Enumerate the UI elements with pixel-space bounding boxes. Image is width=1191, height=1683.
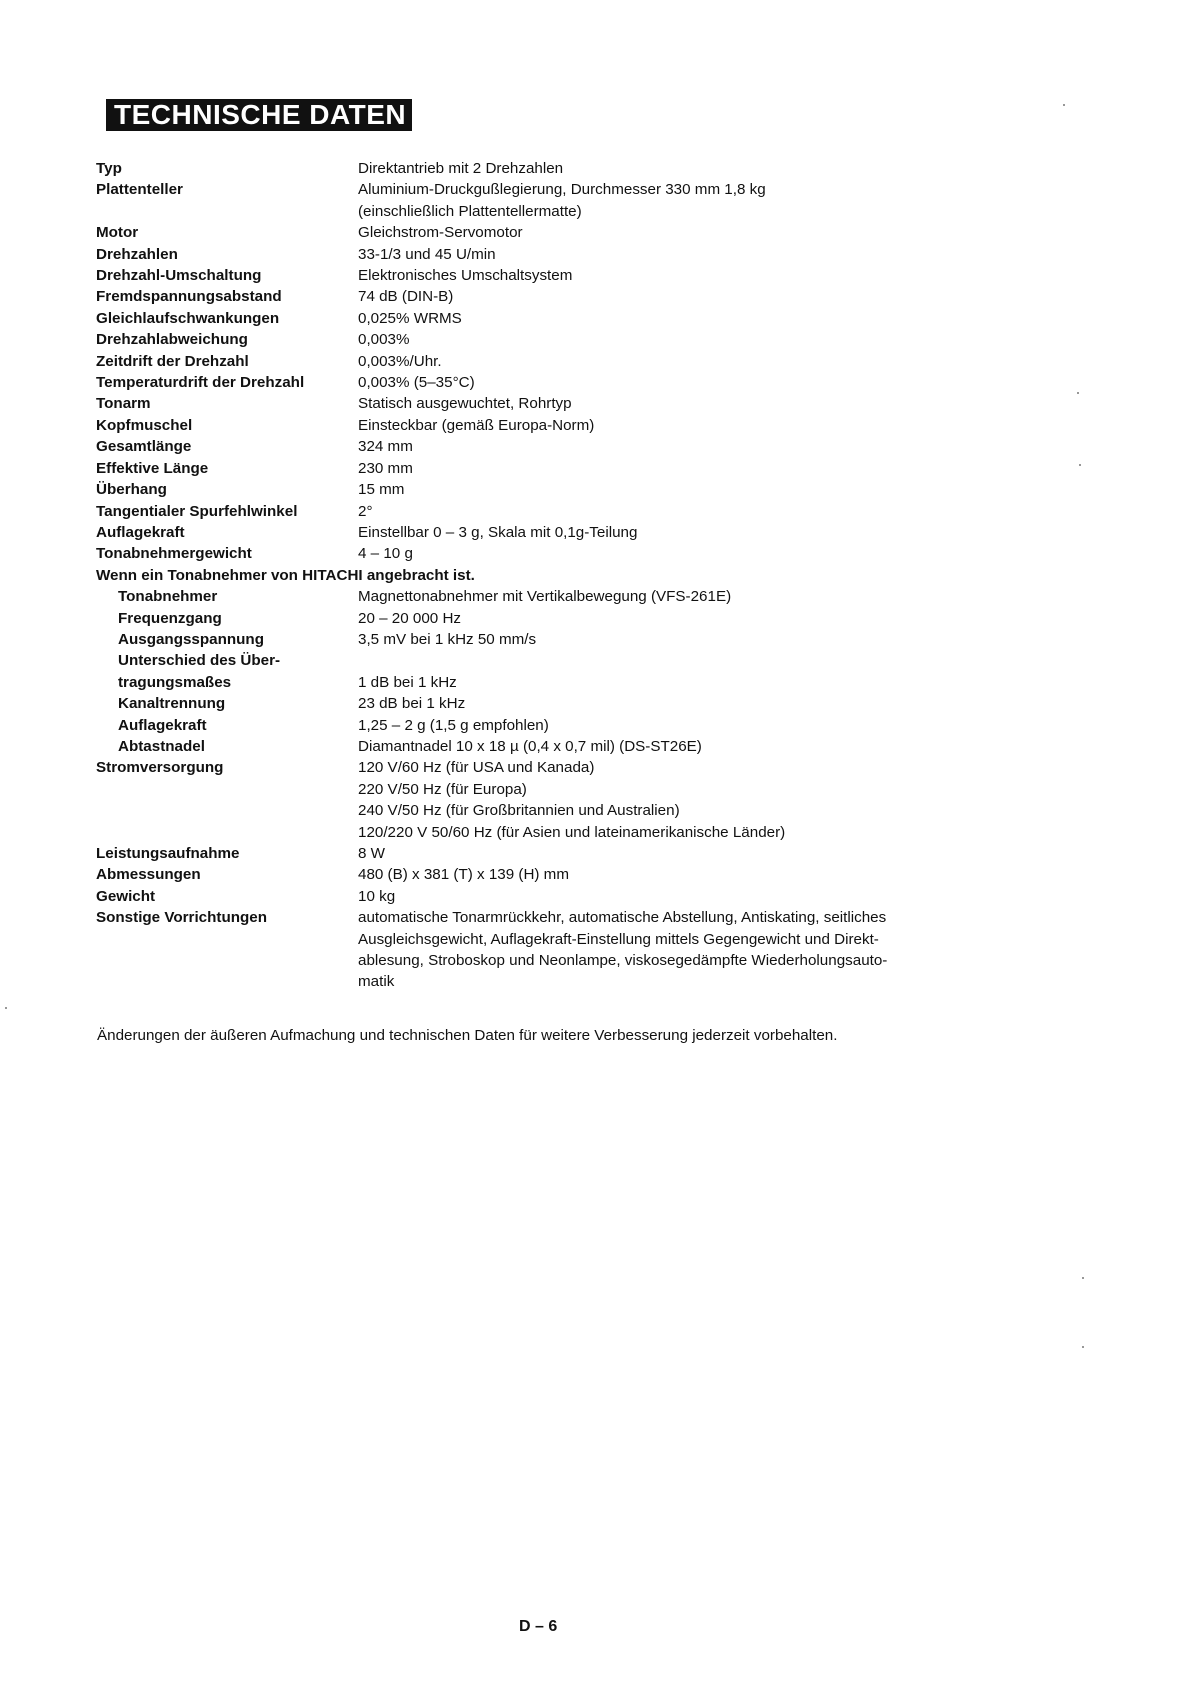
spec-row — [96, 351, 996, 372]
spec-row — [96, 436, 996, 457]
spec-label: Ausgangsspannung — [118, 630, 264, 648]
spec-group-cartridge — [96, 586, 996, 757]
spec-label: Drehzahlabweichung — [96, 331, 248, 349]
spec-row — [96, 479, 996, 500]
spec-value: Statisch ausgewuchtet, Rohrtyp — [358, 395, 572, 413]
spec-label: Auflagekraft — [118, 716, 207, 734]
spec-label: Abmessungen — [96, 866, 201, 884]
spec-value: 10 kg — [358, 887, 396, 905]
spec-row — [96, 715, 996, 736]
spec-label: Kopfmuschel — [96, 416, 193, 434]
spec-value: 324 mm — [358, 438, 413, 456]
spec-label: Drehzahlen — [96, 245, 178, 263]
spec-row — [96, 393, 996, 414]
spec-value: Diamantnadel 10 x 18 µ (0,4 x 0,7 mil) (DS-ST26E) — [358, 737, 702, 755]
scan-speck — [5, 1007, 7, 1009]
spec-row — [96, 672, 996, 693]
spec-label: Gleichlaufschwankungen — [96, 309, 280, 327]
spec-row — [96, 950, 996, 971]
spec-label: Tonarm — [96, 395, 151, 413]
spec-row — [96, 586, 996, 607]
spec-value: 8 W — [358, 845, 386, 862]
spec-value: 0,025% WRMS — [358, 309, 462, 327]
spec-row — [96, 329, 996, 350]
scan-speck — [1079, 464, 1081, 466]
hitachi-heading: Wenn ein Tonabnehmer von HITACHI angebracht ist. — [96, 566, 475, 584]
spec-label — [96, 779, 358, 800]
page-title: TECHNISCHE DATEN — [106, 99, 412, 131]
spec-value: 3,5 mV bei 1 kHz 50 mm/s — [358, 630, 537, 648]
spec-row — [96, 458, 996, 479]
spec-value: 220 V/50 Hz (für Europa) — [358, 780, 527, 798]
spec-row — [96, 779, 996, 800]
spec-row — [96, 201, 996, 222]
spec-row — [96, 693, 996, 714]
spec-value: 230 mm — [358, 459, 413, 477]
spec-value: 74 dB (DIN-B) — [358, 288, 454, 306]
spec-row — [96, 501, 996, 522]
spec-value: Gleichstrom-Servomotor — [358, 224, 523, 242]
spec-label: Gewicht — [96, 887, 156, 905]
spec-row — [96, 222, 996, 243]
spec-label: Kanaltrennung — [118, 695, 226, 713]
spec-label: Tonabnehmer — [118, 588, 218, 606]
spec-row — [96, 244, 996, 265]
spec-label — [96, 971, 358, 992]
spec-row — [96, 265, 996, 286]
spec-label — [96, 822, 358, 843]
spec-label: Fremdspannungsabstand — [96, 288, 282, 306]
spec-row — [96, 608, 996, 629]
spec-row — [96, 650, 996, 671]
disclaimer-note: Änderungen der äußeren Aufmachung und technischen Daten für weitere Verbesserung jederzeit vorbehalten. — [97, 1027, 838, 1044]
spec-label: Tonabnehmergewicht — [96, 545, 252, 563]
spec-value — [358, 650, 996, 671]
spec-row — [96, 522, 996, 543]
spec-row — [96, 372, 996, 393]
spec-row — [96, 822, 996, 843]
spec-value: 23 dB bei 1 kHz — [358, 695, 466, 713]
spec-value: Elektronisches Umschaltsystem — [358, 267, 573, 285]
spec-value: 0,003% — [358, 331, 410, 349]
spec-label — [96, 800, 358, 821]
spec-label: Gesamtlänge — [96, 438, 192, 456]
spec-value: 120 V/60 Hz (für USA und Kanada) — [358, 759, 595, 777]
spec-value: 480 (B) x 381 (T) x 139 (H) mm — [358, 866, 569, 884]
spec-value: matik — [358, 973, 395, 991]
spec-row — [96, 907, 996, 928]
spec-value: Ausgleichsgewicht, Auflagekraft-Einstellung mittels Gegengewicht und Direkt- — [358, 930, 879, 948]
spec-row — [96, 929, 996, 950]
spec-label: Frequenzgang — [118, 609, 222, 627]
spec-row — [96, 864, 996, 885]
spec-table — [96, 158, 996, 993]
spec-group-general — [96, 158, 996, 565]
spec-row — [96, 843, 996, 864]
spec-label — [96, 929, 358, 950]
spec-label: Unterschied des Über- — [118, 652, 281, 670]
spec-label: Typ — [96, 160, 122, 177]
spec-value: (einschließlich Plattentellermatte) — [358, 202, 582, 220]
spec-row — [96, 736, 996, 757]
spec-label: Temperaturdrift der Drehzahl — [96, 374, 305, 392]
spec-label: Effektive Länge — [96, 459, 209, 477]
spec-group-power — [96, 757, 996, 992]
spec-value: 240 V/50 Hz (für Großbritannien und Australien) — [358, 802, 680, 820]
spec-value: 15 mm — [358, 481, 405, 499]
spec-label: Drehzahl-Umschaltung — [96, 267, 262, 285]
spec-value: Einstellbar 0 – 3 g, Skala mit 0,1g-Teilung — [358, 523, 638, 541]
spec-row — [96, 971, 996, 992]
spec-value: automatische Tonarmrückkehr, automatische Abstellung, Antiskating, seitliches — [358, 909, 887, 927]
spec-label: Plattenteller — [96, 181, 183, 199]
spec-value: ablesung, Stroboskop und Neonlampe, viskosegedämpfte Wiederholungsauto- — [358, 952, 888, 970]
spec-label — [96, 201, 358, 222]
spec-label: tragungsmaßes — [118, 673, 232, 691]
spec-row — [96, 286, 996, 307]
spec-value: 20 – 20 000 Hz — [358, 609, 462, 627]
spec-label: Leistungsaufnahme — [96, 845, 240, 862]
spec-label: Stromversorgung — [96, 759, 224, 777]
spec-value: 33-1/3 und 45 U/min — [358, 245, 496, 263]
spec-label: Motor — [96, 224, 139, 242]
spec-row — [96, 543, 996, 564]
spec-label: Auflagekraft — [96, 523, 185, 541]
spec-row — [96, 158, 996, 179]
spec-row — [96, 757, 996, 778]
spec-value: 0,003%/Uhr. — [358, 352, 442, 370]
spec-row — [96, 415, 996, 436]
spec-label: Zeitdrift der Drehzahl — [96, 352, 249, 370]
spec-value: Aluminium-Druckgußlegierung, Durchmesser 330 mm 1,8 kg — [358, 181, 766, 199]
spec-value: 4 – 10 g — [358, 545, 413, 563]
page-number: D – 6 — [519, 1618, 558, 1635]
spec-value: Einsteckbar (gemäß Europa-Norm) — [358, 416, 595, 434]
spec-row — [96, 800, 996, 821]
spec-label: Abtastnadel — [118, 737, 205, 755]
spec-value: 1 dB bei 1 kHz — [358, 673, 457, 691]
scan-speck — [1077, 392, 1079, 394]
scan-speck — [1082, 1277, 1084, 1279]
spec-value: 2° — [358, 502, 373, 520]
spec-value: 120/220 V 50/60 Hz (für Asien und lateinamerikanische Länder) — [358, 823, 786, 841]
spec-value: 0,003% (5–35°C) — [358, 374, 475, 392]
spec-value: 1,25 – 2 g (1,5 g empfohlen) — [358, 716, 549, 734]
spec-row — [96, 179, 996, 200]
scan-speck — [1082, 1346, 1084, 1348]
spec-label — [96, 950, 358, 971]
spec-row — [96, 629, 996, 650]
spec-label: Tangentialer Spurfehlwinkel — [96, 502, 298, 520]
spec-value: Magnettonabnehmer mit Vertikalbewegung (VFS-261E) — [358, 588, 732, 606]
spec-row — [96, 886, 996, 907]
spec-value: Direktantrieb mit 2 Drehzahlen — [358, 160, 564, 177]
spec-label: Überhang — [96, 481, 167, 499]
spec-row — [96, 308, 996, 329]
scan-speck — [1063, 104, 1065, 106]
spec-label: Sonstige Vorrichtungen — [96, 909, 268, 927]
